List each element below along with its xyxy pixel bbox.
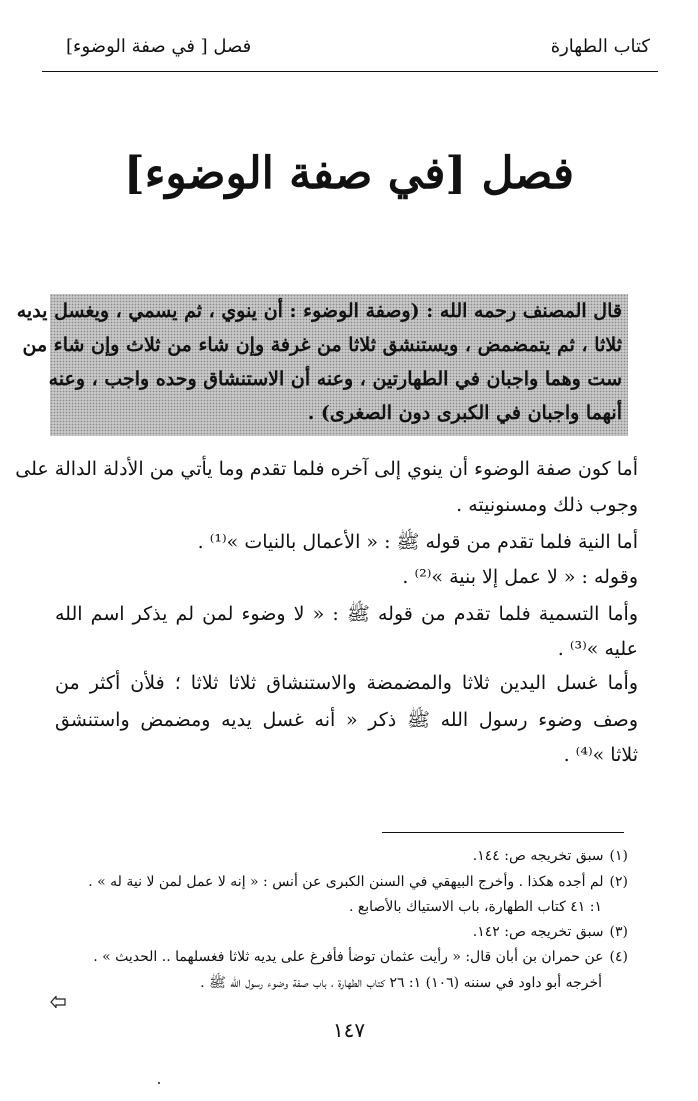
body-line: أما كون صفة الوضوء أن ينوي إلى آخره فلما تقدم وما يأتي من الأدلة الدالة على <box>15 458 638 480</box>
footnote-4 <box>55 949 628 965</box>
book-title: كتاب الطهارة <box>550 36 650 57</box>
matn-line: ست وهما واجبان في الطهارتين ، وعنه أن الاستنشاق وحده واجب ، وعنه <box>48 368 622 390</box>
section-reference: فصل [ في صفة الوضوء] <box>66 36 252 57</box>
header-rule <box>42 71 658 72</box>
footnote-number: (٣) <box>609 924 628 940</box>
footnote-number: (١) <box>609 848 628 864</box>
page-number: ١٤٧ <box>332 1018 366 1042</box>
footnote-4-continued: أخرجه أبو داود في سننه (١٠٦) ١: ٢٦ كتاب الطهارة ، باب صفة وضوء رسول الله ﷺ . <box>200 975 602 991</box>
footnote-text: لم أجده هكذا . وأخرج البيهقي في السنن الكبرى عن أنس : « إنه لا عمل لمن لا نية له » . <box>88 874 604 890</box>
footnote-text: عن حمران بن أبان قال: « رأيت عثمان توضأ فأفرغ على يديه ثلاثا فغسلهما .. الحديث » . <box>93 949 604 965</box>
continue-arrow-icon <box>50 996 66 1008</box>
body-line: أما النية فلما تقدم من قوله ﷺ : « الأعمال بالنيات »⁽¹⁾ . <box>197 531 638 553</box>
matn-shaded-box <box>16 294 628 436</box>
body-line: وصف وضوء رسول الله ﷺ ذكر « أنه غسل يديه ومضمض واستنشق <box>55 709 638 731</box>
footnote-1 <box>55 848 628 864</box>
body-line: ثلاثا »⁽⁴⁾ . <box>563 744 638 766</box>
running-header <box>40 28 658 68</box>
body-line: وقوله : « لا عمل إلا بنية »⁽²⁾ . <box>402 566 638 588</box>
body-line: وأما غسل اليدين ثلاثا والمضمضة والاستنشاق ثلاثا ثلاثا ؛ فلأن أكثر من <box>55 672 638 694</box>
footnote-3 <box>55 924 628 940</box>
body-line: عليه »⁽³⁾ . <box>557 638 638 660</box>
chapter-title: فصل [في صفة الوضوء] <box>123 148 575 199</box>
footnote-number: (٤) <box>609 949 628 965</box>
matn-line: ثلاثا ، ثم يتمضمض ، ويستنشق ثلاثا من غرفة وإن شاء من ثلاث وإن شاء من <box>22 334 622 356</box>
footnote-number: (٢) <box>609 874 628 890</box>
footnote-2 <box>55 874 628 890</box>
matn-line: أنهما واجبان في الكبرى دون الصغرى) . <box>307 402 622 424</box>
footnote-text: سبق تخريجه ص: ١٤٢. <box>472 924 604 940</box>
footnote-separator <box>382 832 624 833</box>
footnote-text: سبق تخريجه ص: ١٤٤. <box>472 848 604 864</box>
body-line: وجوب ذلك ومسنونيته . <box>456 494 638 516</box>
matn-line: قال المصنف رحمه الله : (وصفة الوضوء : أن ينوي ، ثم يسمي ، ويغسل يديه <box>16 300 622 322</box>
scan-speck <box>158 1082 160 1084</box>
body-line: وأما التسمية فلما تقدم من قوله ﷺ : « لا وضوء لمن لم يذكر اسم الله <box>55 603 638 625</box>
footnote-2-continued: ١: ٤١ كتاب الطهارة، باب الاستياك بالأصابع . <box>348 899 602 915</box>
